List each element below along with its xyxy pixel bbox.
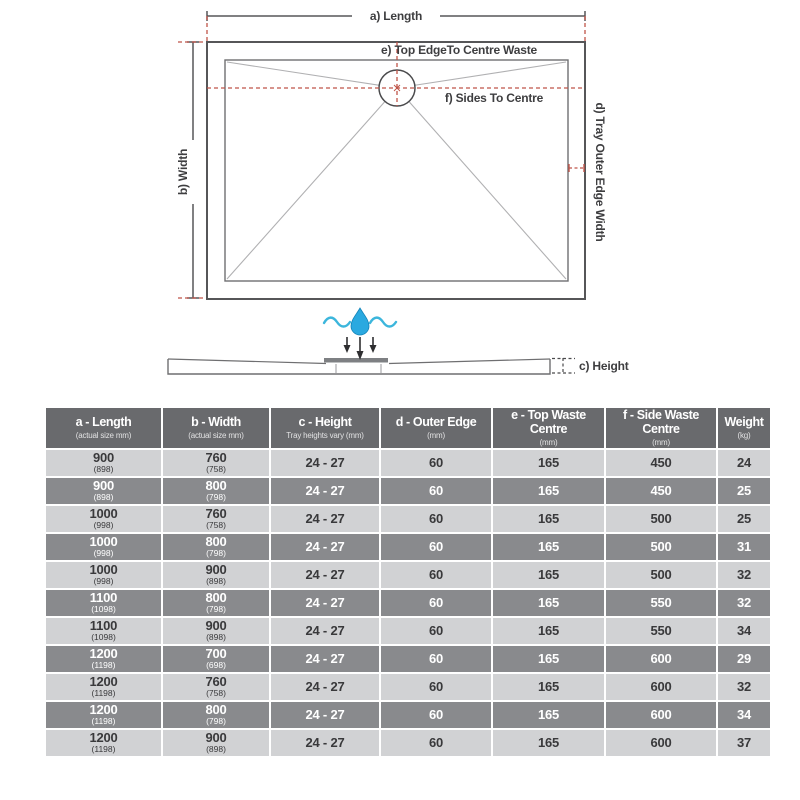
table-cell: 1200 (1198) — [46, 702, 161, 728]
spec-table-container — [44, 406, 764, 758]
table-cell: 60 — [381, 674, 491, 700]
spec-table-body — [46, 450, 770, 756]
table-row — [46, 618, 770, 644]
table-cell: 165 — [493, 450, 604, 476]
table-cell: 165 — [493, 730, 604, 756]
table-cell: 800 (798) — [163, 534, 269, 560]
table-row — [46, 450, 770, 476]
table-cell: 29 — [718, 646, 770, 672]
waste-cover-bar — [324, 358, 388, 363]
table-cell: 600 — [606, 730, 716, 756]
table-cell: 760 (758) — [163, 450, 269, 476]
table-cell: 60 — [381, 702, 491, 728]
table-cell: 760 (758) — [163, 506, 269, 532]
table-cell: 24 - 27 — [271, 646, 379, 672]
table-cell: 60 — [381, 450, 491, 476]
header-top-waste-centre: e - Top Waste Centre (mm) — [493, 408, 604, 448]
table-cell: 25 — [718, 506, 770, 532]
water-drop-icon — [351, 308, 369, 335]
table-cell: 900 (898) — [163, 562, 269, 588]
table-row — [46, 478, 770, 504]
table-header-row — [46, 408, 770, 448]
table-cell: 550 — [606, 590, 716, 616]
table-cell: 60 — [381, 618, 491, 644]
table-cell: 1100 (1098) — [46, 618, 161, 644]
table-cell: 24 - 27 — [271, 534, 379, 560]
table-cell: 24 - 27 — [271, 702, 379, 728]
table-cell: 600 — [606, 674, 716, 700]
sides-to-centre-label: f) Sides To Centre — [444, 91, 544, 105]
table-row — [46, 702, 770, 728]
table-cell: 165 — [493, 562, 604, 588]
table-cell: 700 (698) — [163, 646, 269, 672]
table-cell: 450 — [606, 478, 716, 504]
top-waste-label: e) Top EdgeTo Centre Waste — [381, 43, 537, 57]
width-label: b) Width — [176, 145, 190, 199]
table-cell: 500 — [606, 534, 716, 560]
table-row — [46, 562, 770, 588]
table-cell: 1000 (998) — [46, 506, 161, 532]
header-side-waste-centre: f - Side Waste Centre (mm) — [606, 408, 716, 448]
table-cell: 1000 (998) — [46, 534, 161, 560]
table-cell: 1000 (998) — [46, 562, 161, 588]
table-cell: 500 — [606, 562, 716, 588]
table-cell: 60 — [381, 590, 491, 616]
table-cell: 900 (898) — [163, 730, 269, 756]
table-cell: 32 — [718, 674, 770, 700]
table-cell: 800 (798) — [163, 590, 269, 616]
table-cell: 32 — [718, 562, 770, 588]
table-cell: 900 (898) — [46, 478, 161, 504]
table-cell: 1100 (1098) — [46, 590, 161, 616]
length-label: a) Length — [366, 9, 426, 23]
table-cell: 165 — [493, 506, 604, 532]
table-cell: 800 (798) — [163, 478, 269, 504]
header-length: a - Length (actual size mm) — [46, 408, 161, 448]
table-row — [46, 590, 770, 616]
table-cell: 24 — [718, 450, 770, 476]
table-cell: 24 - 27 — [271, 562, 379, 588]
table-cell: 800 (798) — [163, 702, 269, 728]
table-cell: 165 — [493, 618, 604, 644]
table-row — [46, 646, 770, 672]
table-cell: 60 — [381, 562, 491, 588]
table-cell: 34 — [718, 702, 770, 728]
table-cell: 550 — [606, 618, 716, 644]
table-cell: 24 - 27 — [271, 506, 379, 532]
table-cell: 31 — [718, 534, 770, 560]
table-cell: 900 (898) — [163, 618, 269, 644]
table-row — [46, 534, 770, 560]
table-cell: 24 - 27 — [271, 450, 379, 476]
outer-edge-width-label: d) Tray Outer Edge Width — [593, 102, 607, 242]
table-cell: 37 — [718, 730, 770, 756]
table-cell: 34 — [718, 618, 770, 644]
table-cell: 900 (898) — [46, 450, 161, 476]
table-row — [46, 506, 770, 532]
table-cell: 60 — [381, 506, 491, 532]
table-cell: 165 — [493, 646, 604, 672]
spec-table — [44, 406, 772, 758]
table-cell: 1200 (1198) — [46, 646, 161, 672]
height-label: c) Height — [579, 359, 629, 373]
table-cell: 1200 (1198) — [46, 730, 161, 756]
table-row — [46, 730, 770, 756]
table-cell: 60 — [381, 730, 491, 756]
table-cell: 25 — [718, 478, 770, 504]
table-cell: 60 — [381, 646, 491, 672]
height-dimension-bracket — [552, 358, 575, 373]
table-cell: 32 — [718, 590, 770, 616]
table-cell: 165 — [493, 478, 604, 504]
table-cell: 24 - 27 — [271, 674, 379, 700]
header-height: c - Height Tray heights vary (mm) — [271, 408, 379, 448]
table-cell: 165 — [493, 702, 604, 728]
header-weight: Weight (kg) — [718, 408, 770, 448]
table-cell: 760 (758) — [163, 674, 269, 700]
table-cell: 24 - 27 — [271, 478, 379, 504]
header-width: b - Width (actual size mm) — [163, 408, 269, 448]
table-cell: 165 — [493, 534, 604, 560]
table-cell: 24 - 27 — [271, 730, 379, 756]
table-cell: 1200 (1198) — [46, 674, 161, 700]
table-cell: 165 — [493, 674, 604, 700]
table-cell: 60 — [381, 478, 491, 504]
table-cell: 60 — [381, 534, 491, 560]
table-cell: 24 - 27 — [271, 590, 379, 616]
table-cell: 600 — [606, 646, 716, 672]
table-cell: 600 — [606, 702, 716, 728]
header-outer-edge: d - Outer Edge (mm) — [381, 408, 491, 448]
flow-arrows-icon — [344, 337, 377, 360]
table-row — [46, 674, 770, 700]
tray-side-profile — [168, 358, 550, 374]
table-cell: 500 — [606, 506, 716, 532]
table-cell: 165 — [493, 590, 604, 616]
table-cell: 450 — [606, 450, 716, 476]
table-cell: 24 - 27 — [271, 618, 379, 644]
